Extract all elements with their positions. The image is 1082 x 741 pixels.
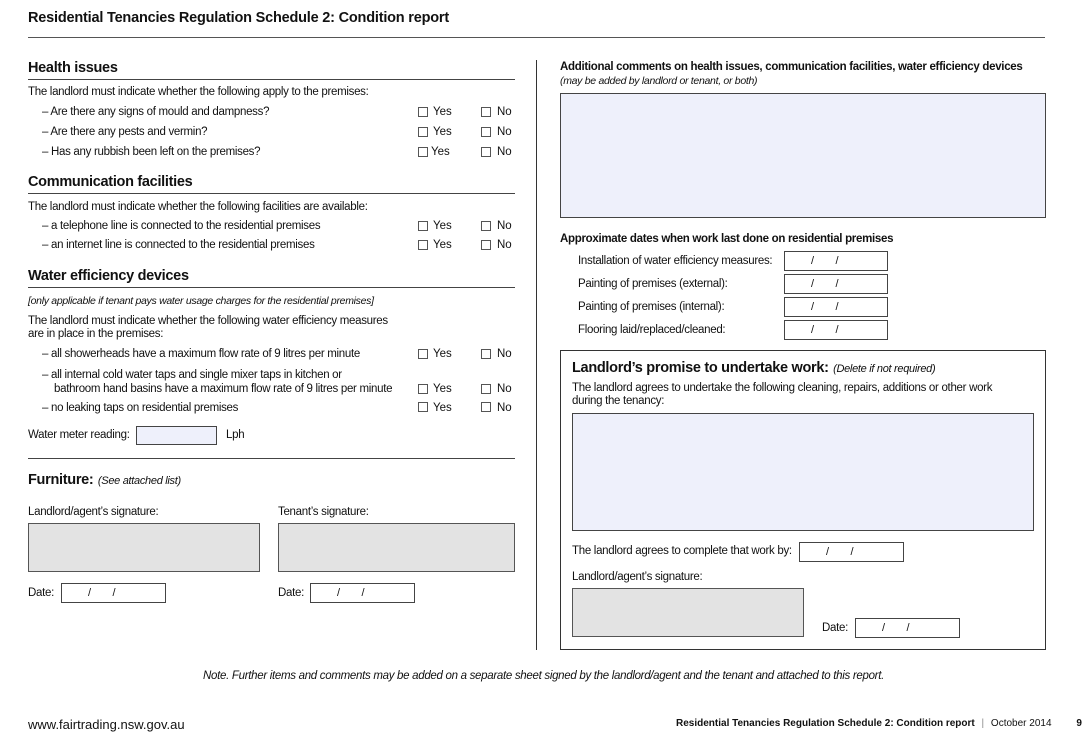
health-item-pests: – Are there any pests and vermin? xyxy=(42,126,208,138)
rubbish-no-checkbox[interactable] xyxy=(481,147,491,157)
date-item-painting-external: Painting of premises (external): xyxy=(578,278,728,290)
date-item-flooring: Flooring laid/replaced/cleaned: xyxy=(578,324,726,336)
furniture-note: (See attached list) xyxy=(97,475,181,487)
rubbish-no-label: No xyxy=(497,146,512,158)
footnote: Note. Further items and comments may be added on a separate sheet signed by the landlord/agent and the tenant and attached to this report. xyxy=(203,670,885,682)
water-meter-label: Water meter reading: xyxy=(28,429,130,441)
website-link[interactable]: www.fairtrading.nsw.gov.au xyxy=(28,717,185,732)
mould-no-label: No xyxy=(497,106,512,118)
promise-intro-line2: during the tenancy: xyxy=(572,395,665,407)
landlord-date-label: Date: xyxy=(28,587,54,599)
comments-subtitle: (may be added by landlord or tenant, or both) xyxy=(560,75,758,87)
landlord-date-input[interactable]: / / xyxy=(61,583,166,603)
dates-title: Approximate dates when work last done on residential premises xyxy=(560,233,894,245)
rubbish-yes-checkbox[interactable] xyxy=(418,147,428,157)
internet-no-label: No xyxy=(497,239,512,251)
promise-date-label: Date: xyxy=(822,622,848,634)
header-divider xyxy=(28,37,1045,38)
water-item-taps-line2: bathroom hand basins have a maximum flow rate of 9 litres per minute xyxy=(54,383,393,395)
water-item-showerheads: – all showerheads have a maximum flow rate of 9 litres per minute xyxy=(42,348,360,360)
tenant-date-input[interactable]: / / xyxy=(310,583,415,603)
pests-yes-label: Yes xyxy=(433,126,452,138)
landlord-signature-label: Landlord/agent’s signature: xyxy=(28,506,159,518)
footer-separator: | xyxy=(981,718,985,729)
comm-item-telephone: – a telephone line is connected to the residential premises xyxy=(42,220,321,232)
health-issues-rule xyxy=(28,79,515,80)
health-issues-intro: The landlord must indicate whether the following apply to the premises: xyxy=(28,86,369,98)
water-meter-unit: Lph xyxy=(226,429,245,441)
water-efficiency-rule xyxy=(28,287,515,288)
tenant-signature-label: Tenant’s signature: xyxy=(278,506,369,518)
internet-yes-checkbox[interactable] xyxy=(418,240,428,250)
pests-no-label: No xyxy=(497,126,512,138)
taps-no-checkbox[interactable] xyxy=(481,384,491,394)
telephone-yes-label: Yes xyxy=(433,220,452,232)
furniture-top-rule xyxy=(28,458,515,459)
furniture-title: Furniture: xyxy=(28,472,94,488)
comments-textarea[interactable] xyxy=(560,93,1046,218)
telephone-no-label: No xyxy=(497,220,512,232)
leaking-yes-checkbox[interactable] xyxy=(418,402,428,412)
communication-title: Communication facilities xyxy=(28,174,193,190)
pests-no-checkbox[interactable] xyxy=(481,127,491,137)
water-item-leaking: – no leaking taps on residential premises xyxy=(42,402,239,414)
water-intro-line1: The landlord must indicate whether the following water efficiency measures xyxy=(28,315,388,327)
leaking-no-label: No xyxy=(497,402,512,414)
tenant-date-label: Date: xyxy=(278,587,304,599)
footer-meta xyxy=(676,718,1082,729)
mould-yes-checkbox[interactable] xyxy=(418,107,428,117)
water-efficiency-title: Water efficiency devices xyxy=(28,268,189,284)
water-efficiency-date-input[interactable]: / / xyxy=(784,251,888,271)
footer-date: October 2014 xyxy=(990,718,1052,729)
promise-heading xyxy=(572,359,935,377)
taps-no-label: No xyxy=(497,383,512,395)
showerheads-no-checkbox[interactable] xyxy=(481,349,491,359)
date-item-painting-internal: Painting of premises (internal): xyxy=(578,301,725,313)
health-item-mould: – Are there any signs of mould and dampness? xyxy=(42,106,270,118)
taps-yes-label: Yes xyxy=(433,383,452,395)
telephone-yes-checkbox[interactable] xyxy=(418,221,428,231)
promise-signature-box[interactable] xyxy=(572,588,804,637)
page-number: 9 xyxy=(1076,718,1082,729)
showerheads-no-label: No xyxy=(497,348,512,360)
water-meter-input[interactable] xyxy=(136,426,217,445)
flooring-date-input[interactable]: / / xyxy=(784,320,888,340)
health-item-rubbish: – Has any rubbish been left on the premises? xyxy=(42,146,261,158)
column-divider xyxy=(536,60,537,650)
promise-complete-date-input[interactable]: / / xyxy=(799,542,904,562)
health-issues-title: Health issues xyxy=(28,60,118,76)
painting-internal-date-input[interactable]: / / xyxy=(784,297,888,317)
promise-title: Landlord’s promise to undertake work: xyxy=(572,360,829,376)
footer-doc-title: Residential Tenancies Regulation Schedule 2: Condition report xyxy=(676,718,975,729)
pests-yes-checkbox[interactable] xyxy=(418,127,428,137)
tenant-signature-box[interactable] xyxy=(278,523,515,572)
internet-no-checkbox[interactable] xyxy=(481,240,491,250)
page-title: Residential Tenancies Regulation Schedule 2: Condition report xyxy=(28,10,449,26)
water-intro-line2: are in place in the premises: xyxy=(28,328,164,340)
communication-intro: The landlord must indicate whether the following facilities are available: xyxy=(28,201,368,213)
telephone-no-checkbox[interactable] xyxy=(481,221,491,231)
promise-date-input[interactable]: / / xyxy=(855,618,960,638)
mould-yes-label: Yes xyxy=(433,106,452,118)
mould-no-checkbox[interactable] xyxy=(481,107,491,117)
taps-yes-checkbox[interactable] xyxy=(418,384,428,394)
landlord-signature-box[interactable] xyxy=(28,523,260,572)
showerheads-yes-label: Yes xyxy=(433,348,452,360)
rubbish-yes-label: Yes xyxy=(431,146,450,158)
leaking-no-checkbox[interactable] xyxy=(481,402,491,412)
comments-title: Additional comments on health issues, communication facilities, water efficiency devices xyxy=(560,61,1023,73)
promise-title-note: (Delete if not required) xyxy=(833,363,936,375)
showerheads-yes-checkbox[interactable] xyxy=(418,349,428,359)
promise-work-textarea[interactable] xyxy=(572,413,1034,531)
promise-complete-label: The landlord agrees to complete that work by: xyxy=(572,545,792,557)
water-efficiency-note: [only applicable if tenant pays water usage charges for the residential premises] xyxy=(28,295,374,307)
painting-external-date-input[interactable]: / / xyxy=(784,274,888,294)
furniture-heading xyxy=(28,471,181,489)
leaking-yes-label: Yes xyxy=(433,402,452,414)
promise-intro-line1: The landlord agrees to undertake the following cleaning, repairs, additions or other work xyxy=(572,382,993,394)
comm-item-internet: – an internet line is connected to the residential premises xyxy=(42,239,315,251)
water-item-taps-line1: – all internal cold water taps and single mixer taps in kitchen or xyxy=(42,369,342,381)
communication-rule xyxy=(28,193,515,194)
promise-signature-label: Landlord/agent’s signature: xyxy=(572,571,703,583)
internet-yes-label: Yes xyxy=(433,239,452,251)
date-item-water-efficiency: Installation of water efficiency measures: xyxy=(578,255,773,267)
